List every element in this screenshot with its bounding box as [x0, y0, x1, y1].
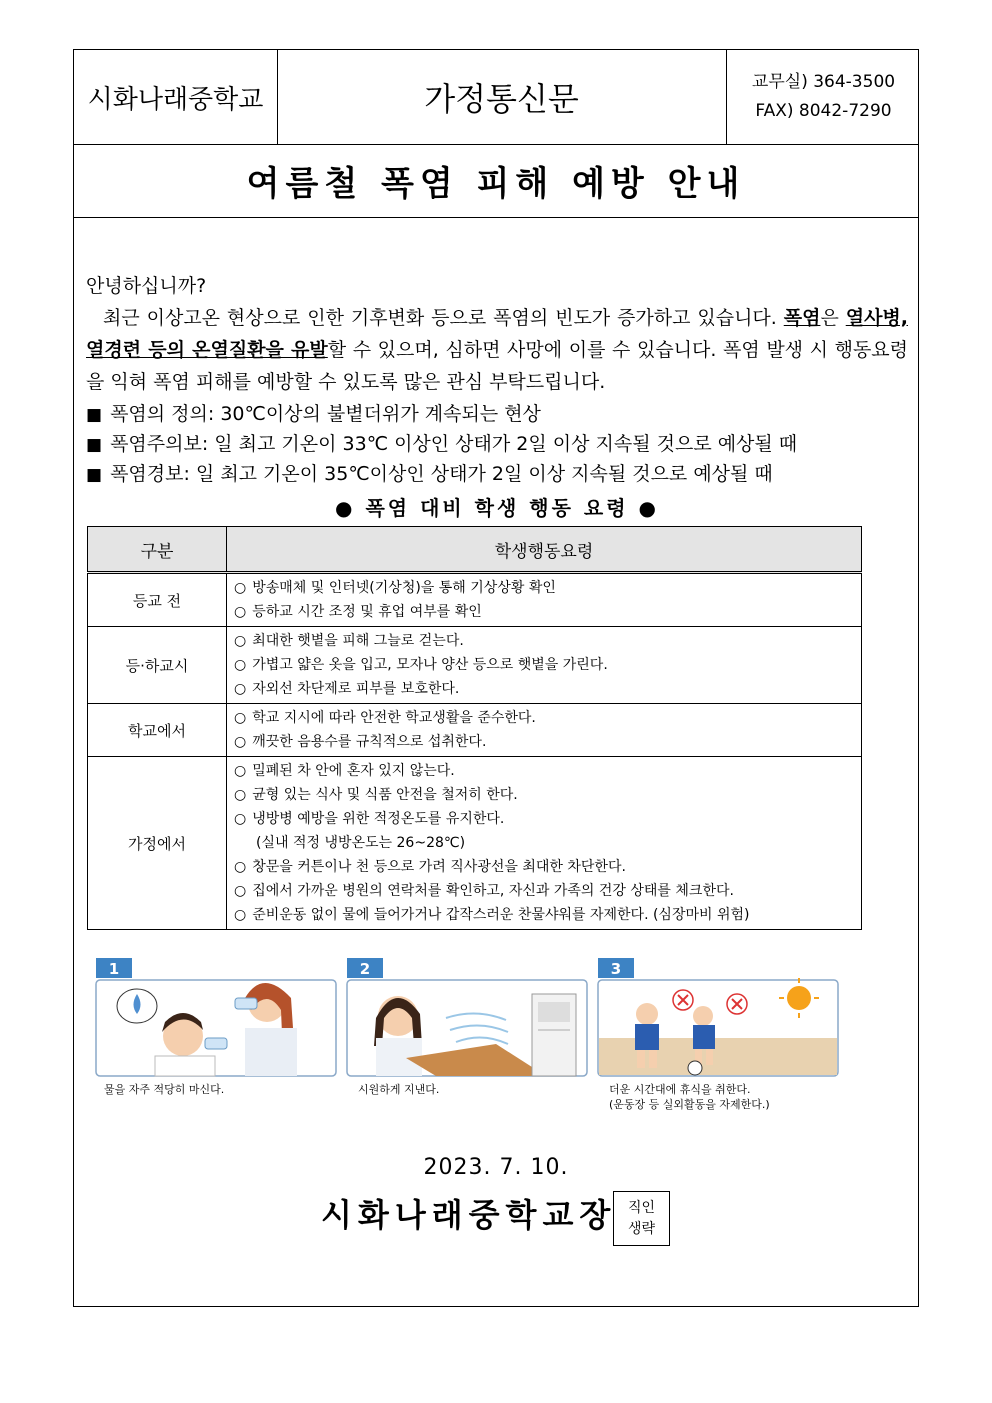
intro-text-1: 최근 이상고온 현상으로 인한 기후변화 등으로 폭염의 빈도가 증가하고 있습니다.: [103, 307, 784, 329]
action-item: [234, 879, 854, 903]
actions-cell: [227, 573, 862, 627]
square-bullet-icon: ■: [86, 465, 103, 485]
principal-signature: 시화나래중학교장: [321, 1196, 617, 1234]
circle-bullet-icon: ○: [234, 907, 247, 923]
definition-text: 폭염주의보: 일 최고 기온이 33℃ 이상인 상태가 2일 이상 지속될 것으로 예상될 때: [110, 433, 798, 455]
table-header-row: [88, 527, 862, 573]
action-text: 등하교 시간 조정 및 휴업 여부를 확인: [252, 604, 482, 620]
actions-cell: [227, 704, 862, 757]
actions-cell: [227, 627, 862, 704]
category-cell: 등·하교시: [88, 627, 227, 704]
action-item: [234, 831, 854, 855]
circle-bullet-icon: ○: [234, 681, 247, 697]
square-bullet-icon: ■: [86, 435, 103, 455]
category-cell: 가정에서: [88, 757, 227, 930]
table-row: [88, 573, 862, 627]
action-text: 집에서 가까운 병원의 연락처를 확인하고, 자신과 가족의 건강 상태를 체크한다.: [252, 883, 734, 899]
fax-number: FAX) 8042-7290: [755, 101, 892, 121]
square-bullet-icon: ■: [86, 405, 103, 425]
illustration-number: 2: [359, 960, 371, 978]
greeting: 안녕하십니까?: [86, 275, 207, 297]
table-row: [88, 627, 862, 704]
action-text: 방송매체 및 인터넷(기상청)을 통해 기상상황 확인: [252, 580, 556, 596]
intro-text-3: 할 수 있으며, 심하면 사망에 이를 수 있습니다. 폭염 발생 시 행동요령을 익혀 폭염 피해를 예방할 수 있도록 많은 관심 부탁드립니다.: [86, 339, 909, 393]
action-text: 창문을 커튼이나 천 등으로 가려 직사광선을 최대한 차단한다.: [252, 859, 626, 875]
section-subtitle: ● 폭염 대비 학생 행동 요령 ●: [335, 496, 659, 520]
intro-emphasis-1: 폭염: [783, 307, 821, 329]
illustration-caption: 더운 시간대에 휴식을 취한다.: [609, 1083, 751, 1096]
official-seal-box: [613, 1191, 670, 1246]
definition-item: [86, 400, 908, 430]
action-item: [234, 677, 854, 701]
action-text: 깨끗한 음용수를 규칙적으로 섭취한다.: [252, 734, 487, 750]
category-cell: 등교 전: [88, 573, 227, 627]
illustration-number: 1: [108, 960, 120, 978]
action-item: [234, 807, 854, 831]
action-text: (실내 적정 냉방온도는 26~28℃): [256, 835, 466, 851]
intro-paragraph: [86, 302, 908, 398]
school-name: 시화나래중학교: [74, 50, 278, 144]
illustration-caption: 물을 자주 적당히 마신다.: [104, 1083, 225, 1096]
intro-text-2: 은: [820, 307, 846, 329]
action-item: [234, 629, 854, 653]
circle-bullet-icon: ○: [234, 734, 247, 750]
action-item: [234, 783, 854, 807]
action-item: [234, 576, 854, 600]
illustration-caption-sub: (운동장 등 실외활동을 자제한다.): [609, 1098, 770, 1111]
intro-emphasis-2: 열사병, 열경련 등의 온열질환을 유발: [86, 307, 908, 361]
actions-cell: [227, 757, 862, 930]
action-item: [234, 600, 854, 624]
circle-bullet-icon: ○: [234, 883, 247, 899]
action-guide-table: [87, 526, 862, 930]
action-item: [234, 903, 854, 927]
circle-bullet-icon: ○: [234, 710, 247, 726]
action-text: 냉방병 예방을 위한 적정온도를 유지한다.: [252, 811, 505, 827]
action-text: 최대한 햇볕을 피해 그늘로 걷는다.: [252, 633, 464, 649]
illustration-caption: 시원하게 지낸다.: [358, 1083, 440, 1096]
definition-text: 폭염경보: 일 최고 기온이 35℃이상인 상태가 2일 이상 지속될 것으로 예상될 때: [110, 463, 773, 485]
header-row: [74, 50, 918, 145]
definition-item: [86, 460, 908, 490]
action-text: 준비운동 없이 물에 들어가거나 갑작스러운 찬물샤워를 자제한다. (심장마비 위험): [252, 907, 750, 923]
action-text: 자외선 차단제로 피부를 보호한다.: [252, 681, 460, 697]
seal-text-1: 직인: [627, 1199, 656, 1216]
category-cell: 학교에서: [88, 704, 227, 757]
action-item: [234, 653, 854, 677]
circle-bullet-icon: ○: [234, 633, 247, 649]
definition-item: [86, 430, 908, 460]
headline: 여름철 폭염 피해 예방 안내: [74, 144, 918, 218]
circle-bullet-icon: ○: [234, 580, 247, 596]
column-header-category: 구분: [88, 527, 227, 573]
definition-text: 폭염의 정의: 30℃이상의 불볕더위가 계속되는 현상: [110, 403, 541, 425]
circle-bullet-icon: ○: [234, 763, 247, 779]
action-item: [234, 706, 854, 730]
illustration-number: 3: [610, 960, 622, 978]
contact-info: [726, 50, 920, 144]
column-header-actions: 학생행동요령: [227, 527, 862, 573]
action-item: [234, 855, 854, 879]
action-item: [234, 730, 854, 754]
circle-bullet-icon: ○: [234, 604, 247, 620]
issue-date: 2023. 7. 10.: [423, 1155, 569, 1180]
document-type-title: 가정통신문: [424, 80, 579, 118]
circle-bullet-icon: ○: [234, 787, 247, 803]
newsletter-frame: [73, 49, 919, 1307]
circle-bullet-icon: ○: [234, 657, 247, 673]
intro-section: [86, 270, 908, 526]
action-text: 학교 지시에 따라 안전한 학교생활을 준수한다.: [252, 710, 536, 726]
action-text: 밀폐된 차 안에 혼자 있지 않는다.: [252, 763, 455, 779]
table-body: [88, 573, 862, 930]
seal-text-2: 생략: [627, 1220, 656, 1237]
circle-bullet-icon: ○: [234, 811, 247, 827]
action-text: 균형 있는 식사 및 식품 안전을 철저히 한다.: [252, 787, 518, 803]
definition-list: [86, 400, 908, 490]
office-phone: 교무실) 364-3500: [751, 72, 896, 92]
action-item: [234, 759, 854, 783]
table-row: [88, 757, 862, 930]
circle-bullet-icon: ○: [234, 859, 247, 875]
action-text: 가볍고 얇은 옷을 입고, 모자나 양산 등으로 햇볕을 가린다.: [252, 657, 608, 673]
table-row: [88, 704, 862, 757]
